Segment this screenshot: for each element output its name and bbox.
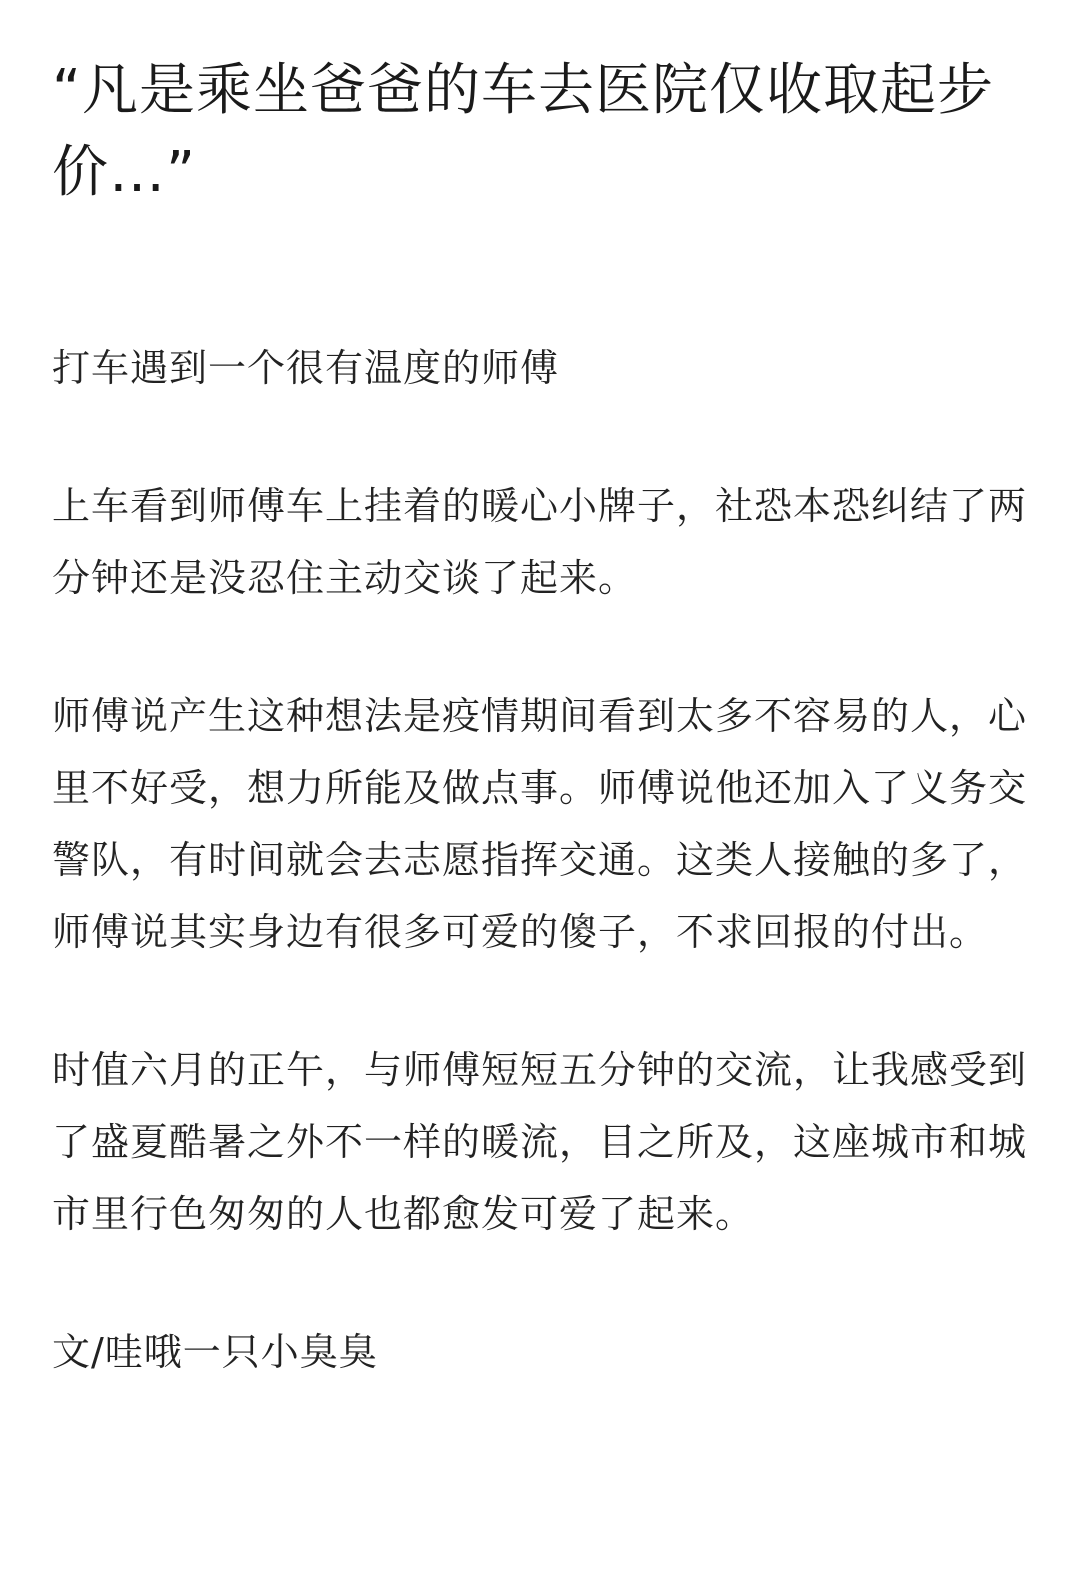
- article: [52, 50, 1027, 1388]
- article-author: 文/哇哦一只小臭臭: [52, 1330, 378, 1374]
- article-paragraph-3: 师傅说产生这种想法是疫情期间看到太多不容易的人，心里不好受，想力所能及做点事。师傅说他还加入了义务交警队，有时间就会去志愿指挥交通。这类人接触的多了，师傅说其实身边有很多可爱的傻子，不求回报的付出。: [52, 694, 1028, 954]
- article-paragraph-1: 打车遇到一个很有温度的师傅: [52, 346, 560, 390]
- article-paragraph-2: 上车看到师傅车上挂着的暖心小牌子，社恐本恐纠结了两分钟还是没忍住主动交谈了起来。: [52, 484, 1028, 600]
- article-title: “凡是乘坐爸爸的车去医院仅收取起步价…”: [52, 58, 995, 205]
- article-paragraph-4: 时值六月的正午，与师傅短短五分钟的交流，让我感受到了盛夏酷暑之外不一样的暖流，目之所及，这座城市和城市里行色匆匆的人也都愈发可爱了起来。: [52, 1048, 1028, 1236]
